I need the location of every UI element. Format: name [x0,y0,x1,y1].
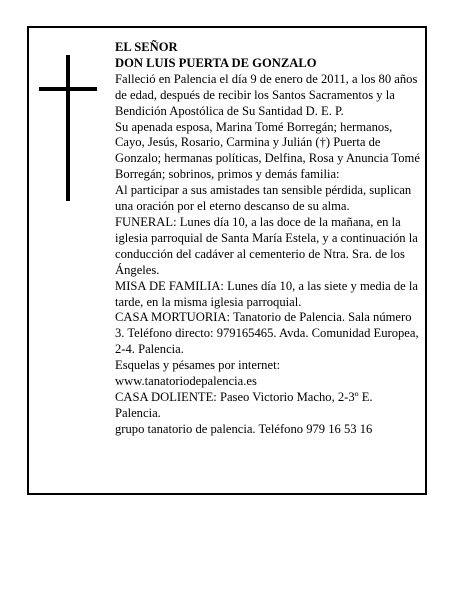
prayer-request: Al participar a sus amistades tan sensible pérdida, suplican una oración por el eterno descanso de su alma. [115,183,412,214]
family-list: Su apenada esposa, Marina Tomé Borregán; hermanos, Cayo, Jesús, Rosario, Carmina y Julián (†) Puerta de Gonzalo; hermanas políticas, Delfina, Rosa y Anuncia Tomé Borregán; sobrinos, primos y demás familia: [115,119,420,182]
online-condolences: Esquelas y pésames por internet: www.tanatoriodepalencia.es [115,358,281,389]
death-announcement: Falleció en Palencia el día 9 de enero de 2011, a los 80 años de edad, después de recibir los Santos Sacramentos y la Bendición Apostólica de Su Santidad D. E. P. [115,71,418,118]
family-mass-info: MISA DE FAMILIA: Lunes día 10, a las siete y media de la tarde, en la misma iglesia parroquial. [115,278,419,309]
cross-vertical-bar [66,55,70,201]
obituary-notice [27,26,427,495]
funeral-info: FUNERAL: Lunes día 10, a las doce de la mañana, en la iglesia parroquial de Santa María Estela, y a continuación la conducción del cadáver al cementerio de Ntra. Sra. de los Ángeles. [115,214,418,277]
title-line-2: DON LUIS PUERTA DE GONZALO [115,55,317,70]
mourning-home-address: CASA DOLIENTE: Paseo Victorio Macho, 2-3º E. Palencia. [115,389,373,420]
title-line-1: EL SEÑOR [115,40,178,54]
obituary-text [115,40,420,438]
cross-horizontal-bar [39,87,97,91]
funeral-group-contact: grupo tanatorio de palencia. Teléfono 979 16 53 16 [115,421,373,436]
cross-icon [39,55,97,201]
funeral-home-info: CASA MORTUORIA: Tanatorio de Palencia. Sala número 3. Teléfono directo: 979165465. Avda. Comunidad Europea, 2-4. Palencia. [115,310,419,357]
